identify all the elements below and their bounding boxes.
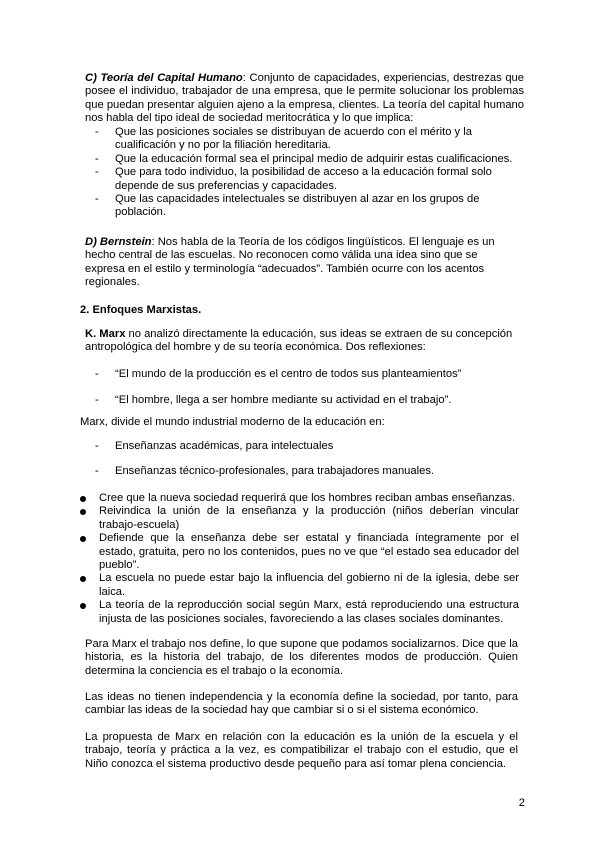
marx-intro-text: no analizó directamente la educación, sus ideas se extraen de su concepción antropológica del hombre y de su teoría económica. Dos reflexiones:	[85, 328, 513, 354]
bernstein-text: : Nos habla de la Teoría de los códigos lingüísticos. El lenguaje es un hecho central de las escuelas. No reconocen como válida una idea sino que se expresa en el estilo y terminología “adecuados”. También ocurre con los acentos regionales.	[85, 236, 495, 289]
capital-humano-paragraph	[85, 72, 524, 126]
list-item: - Que para todo individuo, la posibilidad de acceso a la educación formal solo depende de sus preferencias y capacidades.	[95, 166, 525, 193]
list-item: - Enseñanzas técnico-profesionales, para trabajadores manuales.	[95, 465, 525, 478]
capital-humano-heading: C) Teoría del Capital Humano	[85, 72, 243, 84]
bullet-icon	[80, 603, 86, 609]
reflexiones-list	[95, 368, 525, 408]
bullet-icon	[80, 536, 86, 542]
list-item: La teoría de la reproducción social según Marx, está reproduciendo una estructura injusta de las posiciones sociales, favoreciendo a las clases sociales dominantes.	[79, 599, 519, 626]
list-item: Defiende que la enseñanza debe ser estatal y financiada íntegramente por el estado, gratuita, pero no los contenidos, pues no ve que “el estado sea educador del pueblo”.	[79, 532, 519, 572]
bernstein-heading: D) Bernstein	[85, 236, 152, 248]
list-item: - “El mundo de la producción es el centro de todos sus planteamientos”	[95, 368, 525, 381]
bullet-icon	[80, 509, 86, 515]
list-item: - Enseñanzas académicas, para intelectuales	[95, 440, 525, 453]
marx-name: K. Marx	[85, 328, 126, 340]
ensenanzas-list	[95, 440, 525, 479]
capital-humano-text: : Conjunto de capacidades, experiencias, destrezas que posee el individuo, trabajador de una empresa, que le permite solucionar los problemas que puedan presentar alguien ajeno a la empresa, clientes. La teoría del capital humano nos habla del tipo ideal de sociedad meritocrática y lo que implica:	[85, 72, 524, 125]
list-item: Reivindica la unión de la enseñanza y la producción (niños deberían vincular trabajo-escuela)	[79, 505, 519, 532]
marx-bullet-list	[79, 492, 519, 626]
section-title: 2. Enfoques Marxistas.	[80, 304, 202, 316]
list-item: - Que las posiciones sociales se distribuyan de acuerdo con el mérito y la cualificación y no por la filiación hereditaria.	[95, 126, 525, 153]
list-item: - Que la educación formal sea el principal medio de adquirir estas cualificaciones.	[95, 153, 525, 166]
marx-divide-paragraph: Marx, divide el mundo industrial moderno de la educación en:	[80, 416, 385, 428]
bernstein-paragraph	[85, 236, 505, 290]
list-item: Cree que la nueva sociedad requerirá que los hombres reciban ambas enseñanzas.	[79, 492, 519, 505]
marx-paragraph-3: La propuesta de Marx en relación con la educación es la unión de la escuela y el trabajo, teoría y práctica a la vez, es compatibilizar el trabajo con el estudio, que el Niño conozca el sistema productivo desde pequeño para así tomar plena conciencia.	[85, 731, 518, 770]
list-item: - “El hombre, llega a ser hombre mediante su actividad en el trabajo”.	[95, 394, 525, 407]
marx-paragraph-2: Las ideas no tienen independencia y la economía define la sociedad, por tanto, para cambiar las ideas de la sociedad hay que cambiar si o si el sistema económico.	[85, 691, 518, 717]
bullet-icon	[80, 576, 86, 582]
marx-intro-paragraph	[85, 328, 520, 355]
marx-paragraph-1: Para Marx el trabajo nos define, lo que supone que podamos socializarnos. Dice que la historia, es la historia del trabajo, de los diferentes modos de producción. Quien determina la conciencia es el trabajo o la economía.	[85, 638, 518, 677]
page-number: 2	[518, 797, 525, 809]
capital-humano-list	[95, 126, 525, 220]
bullet-icon	[80, 496, 86, 502]
list-item: La escuela no puede estar bajo la influencia del gobierno ni de la iglesia, debe ser laica.	[79, 572, 519, 599]
list-item: - Que las capacidades intelectuales se distribuyen al azar en los grupos de población.	[95, 193, 525, 220]
